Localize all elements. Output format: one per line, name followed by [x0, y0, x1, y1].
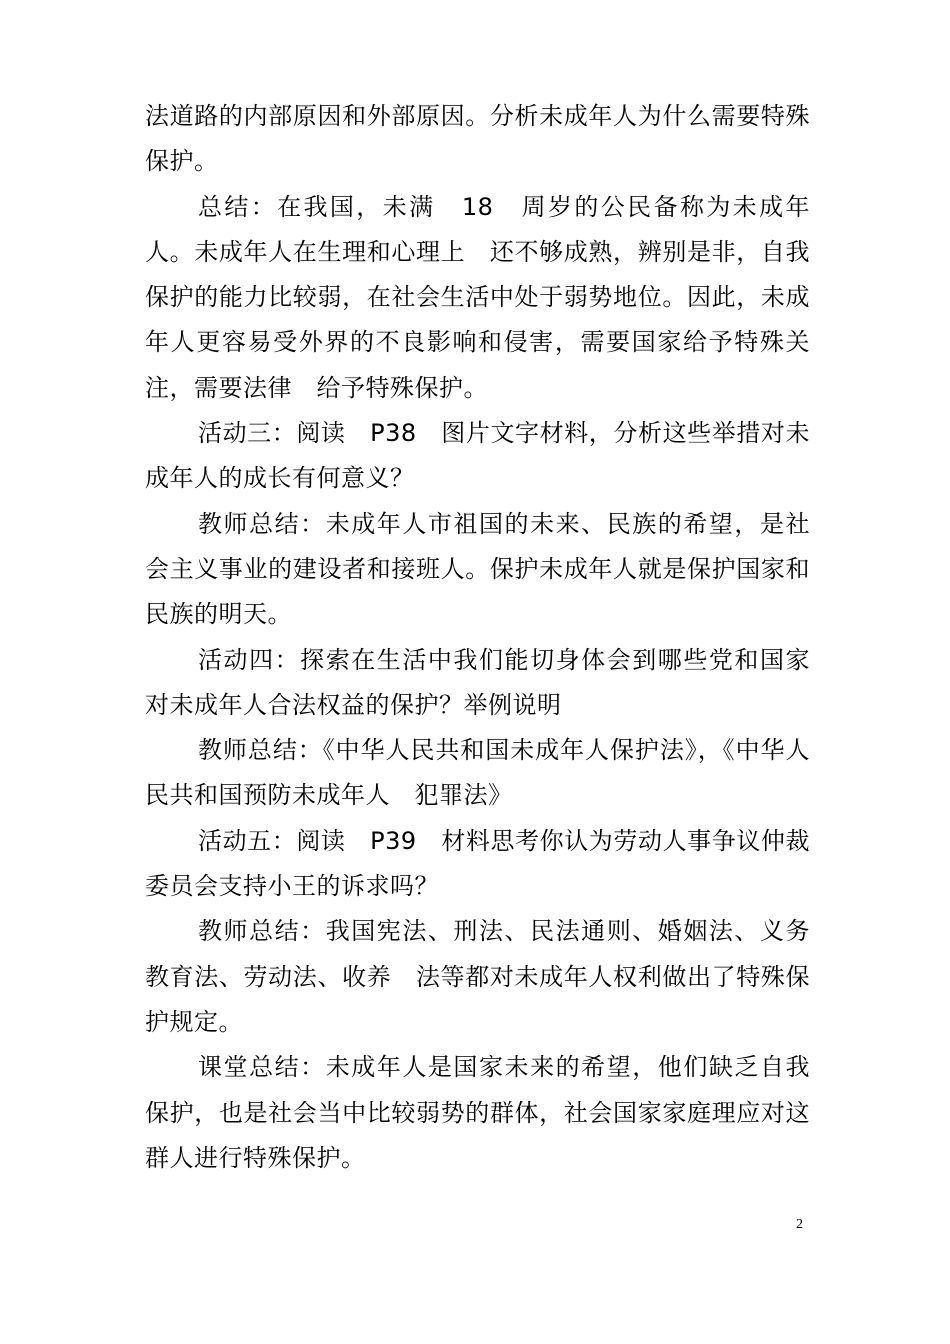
paragraph-activity-four: 活动四：探索在生活中我们能切身体会到哪些党和国家对未成年人合法权益的保护？举例说明 [145, 645, 810, 719]
paragraph-continuation: 法道路的内部原因和外部原因。分析未成年人为什么需要特殊保护。 [145, 102, 810, 176]
page-number: 2 [796, 1217, 803, 1232]
paragraph-activity-three: 活动三：阅读 P38 图片文字材料，分析这些举措对未成年人的成长有何意义？ [145, 419, 810, 493]
paragraph-teacher-summary-four: 教师总结：《中华人民共和国未成年人保护法》，《中华人民共和国预防未成年人 犯罪法》 [145, 736, 810, 810]
paragraph-teacher-summary-five: 教师总结：我国宪法、刑法、民法通则、婚姻法、义务教育法、劳动法、收养 法等都对未成年人权利做出了特殊保护规定。 [145, 917, 810, 1036]
paragraph-class-summary: 课堂总结：未成年人是国家未来的希望，他们缺乏自我保护，也是社会当中比较弱势的群体，社会国家家庭理应对这群人进行特殊保护。 [145, 1053, 810, 1172]
paragraph-summary: 总结：在我国，未满 18 周岁的公民备称为未成年人。未成年人在生理和心理上 还不够成熟，辨别是非，自我保护的能力比较弱，在社会生活中处于弱势地位。因此，未成年人更容易受外界的不良影响和侵害，需要国家给予特殊关注，需要法律 给予特殊保护。 [145, 192, 810, 402]
paragraph-activity-five: 活动五：阅读 P39 材料思考你认为劳动人事争议仲裁委员会支持小王的诉求吗？ [145, 826, 810, 901]
body-text [145, 94, 810, 1181]
paragraph-teacher-summary-three: 教师总结：未成年人市祖国的未来、民族的希望，是社会主义事业的建设者和接班人。保护未成年人就是保护国家和民族的明天。 [145, 509, 810, 629]
